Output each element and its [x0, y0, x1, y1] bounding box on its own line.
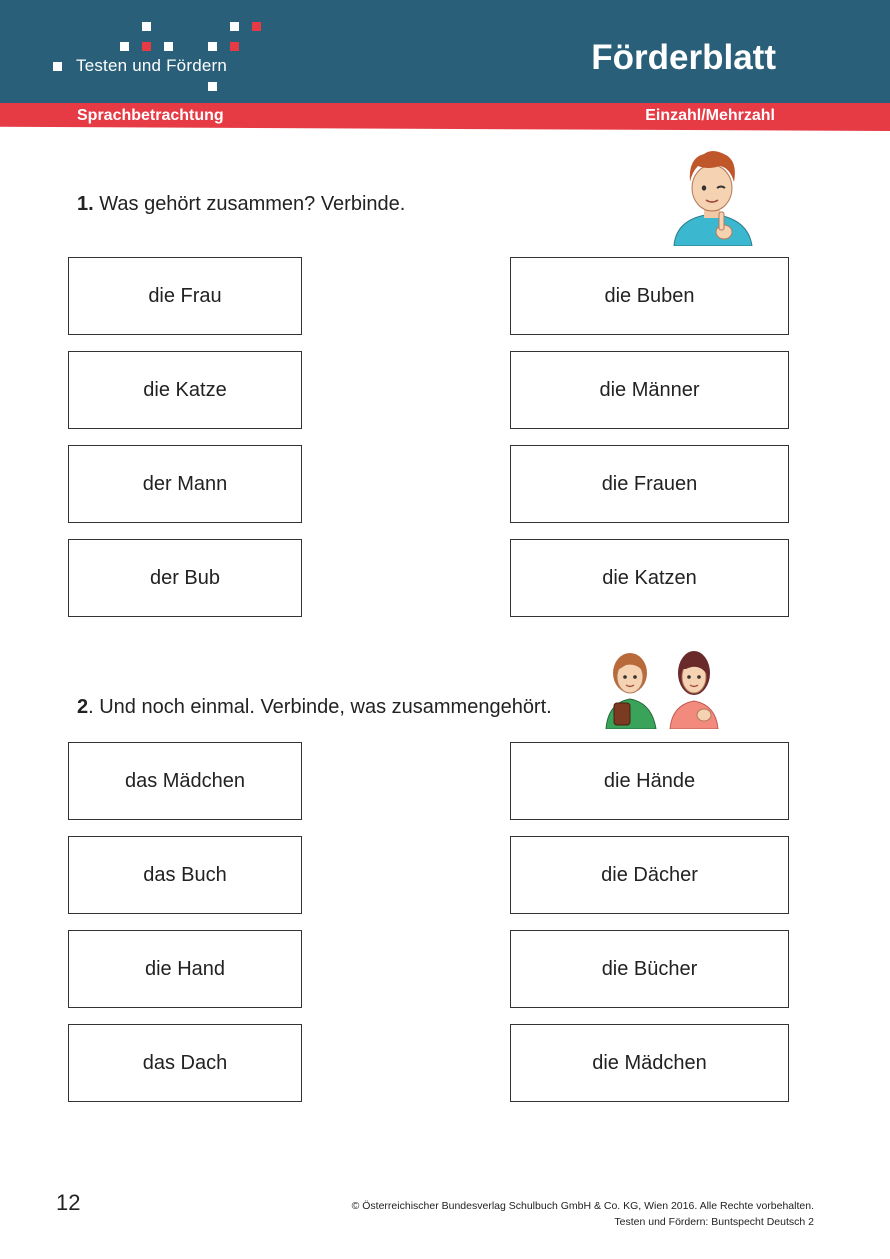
task-2-right-box: die Hände	[510, 742, 789, 820]
task-2-left-box: das Mädchen	[68, 742, 302, 820]
logo-text: Testen und Fördern	[76, 56, 228, 75]
task-1-right-box: die Frauen	[510, 445, 789, 523]
task-2-right-box: die Mädchen	[510, 1024, 789, 1102]
task-2-text: . Und noch einmal. Verbinde, was zusammengehört.	[88, 696, 552, 718]
task-1-text: Was gehört zusammen? Verbinde.	[99, 193, 406, 215]
task-2-left-box: die Hand	[68, 930, 302, 1008]
girls-illustration	[604, 645, 724, 729]
task-2-left-box: das Dach	[68, 1024, 302, 1102]
task-1-instruction	[77, 193, 405, 216]
task-1-left-box: die Frau	[68, 257, 302, 335]
page-title: Förderblatt	[591, 38, 776, 77]
page-number: 12	[56, 1190, 81, 1215]
category-left: Sprachbetrachtung	[77, 107, 224, 124]
task-1-right-box: die Männer	[510, 351, 789, 429]
task-1-right-box: die Katzen	[510, 539, 789, 617]
copyright-notice: © Österreichischer Bundesverlag Schulbuch GmbH & Co. KG, Wien 2016. Alle Rechte vorbehalten.	[351, 1200, 814, 1212]
task-1-left-box: die Katze	[68, 351, 302, 429]
header-bar	[0, 0, 890, 103]
book-title: Testen und Fördern: Buntspecht Deutsch 2	[614, 1216, 814, 1228]
category-right: Einzahl/Mehrzahl	[645, 107, 775, 124]
task-2-right-box: die Dächer	[510, 836, 789, 914]
task-1-left-box: der Bub	[68, 539, 302, 617]
task-2-left-box: das Buch	[68, 836, 302, 914]
task-2-instruction	[77, 696, 552, 719]
task-1-number: 1.	[77, 193, 94, 215]
boy-illustration	[664, 148, 760, 246]
task-2-right-box: die Bücher	[510, 930, 789, 1008]
task-1-right-box: die Buben	[510, 257, 789, 335]
task-1-left-box: der Mann	[68, 445, 302, 523]
task-2-number: 2	[77, 696, 89, 718]
